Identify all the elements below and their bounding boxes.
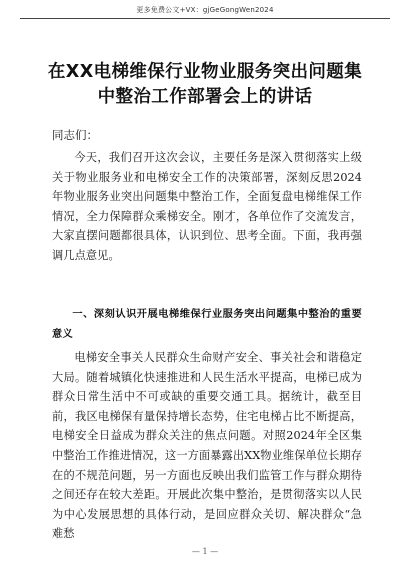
salutation: 同志们： xyxy=(52,128,98,142)
section-heading-1: 一、深刻认识开展电梯维保行业服务突出问题集中整治的重要意义 xyxy=(52,309,362,340)
header-divider xyxy=(20,18,390,19)
header-promo-text: 更多免费公文+VX：gjGeGongWen2024 xyxy=(136,6,274,14)
paragraph-intro: 今天，我们召开这次会议，主要任务是深入贯彻落实上级关于物业服务业和电梯安全工作的决策部署，深刻反思2024年物业服务业突出问题集中整治工作，全面复盘电梯维保工作情况，全力保障群众乘梯安全。刚才，各单位作了交流发言，大家直摆问题都很具体，认识到位、思考全面。下面，我再强调几点意见。 xyxy=(52,151,362,262)
paragraph-significance: 电梯安全事关人民群众生命财产安全、事关社会和谐稳定大局。随着城镇化快速推进和人民生活水平提高，电梯已成为群众日常生活中不可或缺的重要交通工具。据统计，截至目前，我区电梯保有量保持增长态势，住宅电梯占比不断提高，电梯安全日益成为群众关注的焦点问题。对照2024年全区集中整治工作推进情况，这一方面暴露出XX物业维保单位长期存在的不规范问题，另一方面也反映出我们监管工作与群众期待之间还存在较大差距。开展此次集中整治，是贯彻落实以人民为中心发展思想的具体行动，是回应群众关切、解决群众“急难愁 xyxy=(52,351,362,541)
page-header xyxy=(0,0,410,22)
title-line-1: 在XX电梯维保行业物业服务突出问题集 xyxy=(47,62,363,82)
title-line-2: 中整治工作部署会上的讲话 xyxy=(97,87,313,107)
document-title xyxy=(0,60,410,110)
page-number: — 1 — xyxy=(191,547,219,556)
